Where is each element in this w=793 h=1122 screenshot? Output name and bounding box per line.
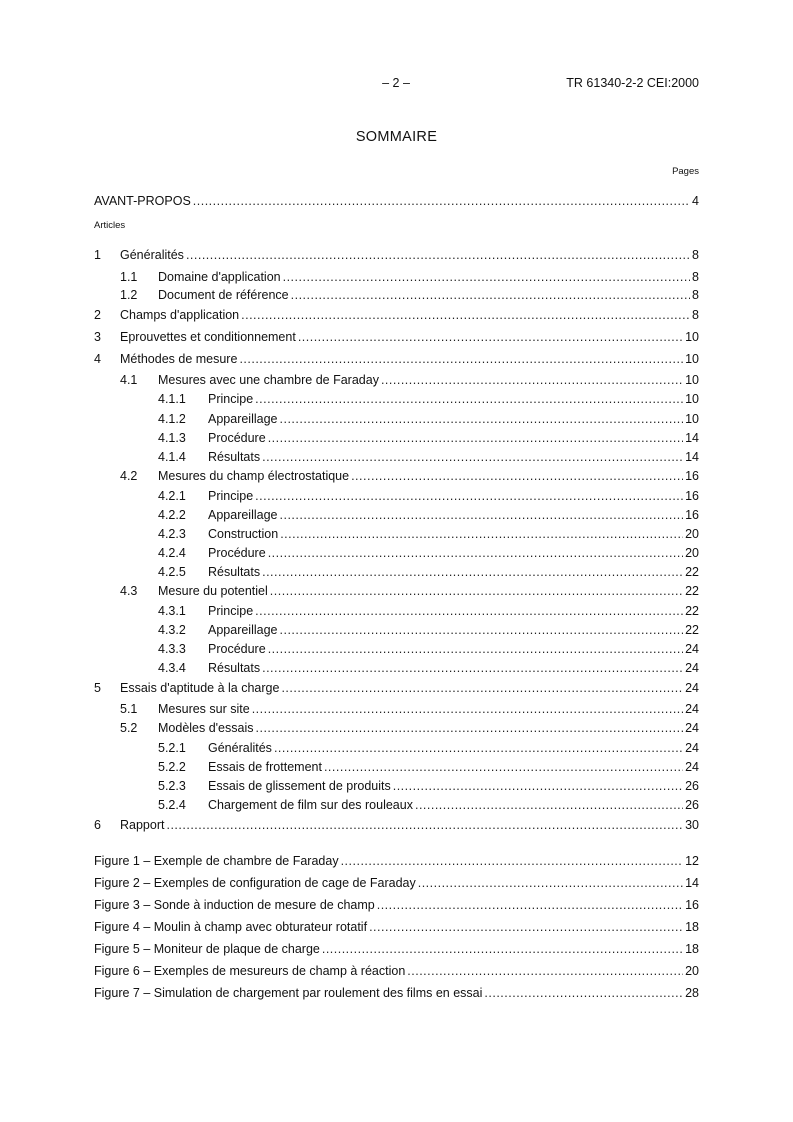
toc-entry-page: 24 [685, 721, 699, 735]
toc-entry-page: 16 [685, 469, 699, 483]
toc-entry[interactable] [94, 797, 699, 813]
dot-leader [270, 583, 683, 599]
toc-entry-title: Document de référence [158, 288, 289, 302]
toc-entry-page: 8 [692, 248, 699, 262]
toc-entry-page: 24 [685, 741, 699, 755]
toc-entry-number: 4.1.4 [158, 450, 186, 464]
articles-label: Articles [94, 220, 126, 231]
toc-entry-title: Figure 1 – Exemple de chambre de Faraday [94, 854, 339, 868]
toc-entry-page: 10 [685, 392, 699, 406]
toc-entry-number: 5.2.3 [158, 779, 186, 793]
toc-entry-title: Procédure [208, 431, 266, 445]
toc-entry[interactable] [94, 875, 699, 891]
toc-entry-title: Figure 2 – Exemples de configuration de cage de Faraday [94, 876, 416, 890]
toc-entry-page: 20 [685, 527, 699, 541]
toc-entry[interactable] [94, 985, 699, 1001]
dot-leader [369, 919, 683, 935]
toc-entry-title: Résultats [208, 565, 261, 579]
toc-entry-number: 4.3.2 [158, 623, 186, 637]
toc-entry[interactable] [94, 351, 699, 367]
toc-entry[interactable] [94, 411, 699, 427]
toc-entry-number: 4.1.2 [158, 412, 186, 426]
dot-leader [186, 247, 690, 263]
toc-entry-number: 3 [94, 330, 101, 344]
dot-leader [281, 680, 683, 696]
toc-entry[interactable] [94, 468, 699, 484]
toc-entry-title: Figure 7 – Simulation de chargement par roulement des films en essai [94, 986, 483, 1000]
toc-entry[interactable] [94, 193, 699, 209]
toc-entry-page: 30 [685, 818, 699, 832]
toc-entry-number: 4.3.1 [158, 604, 186, 618]
toc-entry-number: 5 [94, 681, 101, 695]
toc-entry-title: Champs d'application [120, 308, 240, 322]
toc-entry[interactable] [94, 449, 699, 465]
toc-entry[interactable] [94, 941, 699, 957]
dot-leader [393, 778, 683, 794]
toc-entry-title: Construction [208, 527, 279, 541]
toc-entry[interactable] [94, 919, 699, 935]
toc-entry-page: 24 [685, 642, 699, 656]
toc-entry-page: 22 [685, 584, 699, 598]
dot-leader [262, 564, 683, 580]
toc-entry[interactable] [94, 391, 699, 407]
toc-entry[interactable] [94, 307, 699, 323]
toc-entry-title: Appareillage [208, 508, 278, 522]
dot-leader [252, 701, 683, 717]
toc-entry[interactable] [94, 622, 699, 638]
toc-entry-title: Résultats [208, 661, 261, 675]
dot-leader [274, 740, 683, 756]
toc-entry-title: Essais d'aptitude à la charge [120, 681, 280, 695]
toc-entry-page: 22 [685, 623, 699, 637]
toc-entry-title: Domaine d'application [158, 270, 281, 284]
toc-entry-number: 1.1 [120, 270, 138, 284]
dot-leader [166, 817, 683, 833]
toc-entry[interactable] [94, 759, 699, 775]
toc-entry-title: Généralités [208, 741, 272, 755]
toc-entry-title: Généralités [120, 248, 184, 262]
dot-leader [377, 897, 683, 913]
toc-entry-page: 18 [685, 920, 699, 934]
toc-entry[interactable] [94, 817, 699, 833]
toc-entry[interactable] [94, 701, 699, 717]
dot-leader [268, 545, 683, 561]
toc-entry-title: Principe [208, 489, 254, 503]
toc-entry-number: 5.1 [120, 702, 138, 716]
dot-leader [283, 269, 690, 285]
toc-entry-page: 14 [685, 450, 699, 464]
toc-entry-title: Figure 4 – Moulin à champ avec obturateur rotatif [94, 920, 368, 934]
toc-entry[interactable] [94, 897, 699, 913]
toc-entry-page: 18 [685, 942, 699, 956]
dot-leader [418, 875, 683, 891]
toc-entry-number: 1 [94, 248, 101, 262]
dot-leader [280, 622, 684, 638]
dot-leader [241, 307, 690, 323]
toc-entry-page: 10 [685, 412, 699, 426]
toc-entry-page: 26 [685, 779, 699, 793]
toc-entry[interactable] [94, 329, 699, 345]
toc-entry[interactable] [94, 488, 699, 504]
toc-entry[interactable] [94, 680, 699, 696]
toc-entry[interactable] [94, 583, 699, 599]
toc-entry-number: 4.2.1 [158, 489, 186, 503]
toc-entry-number: 2 [94, 308, 101, 322]
toc-entry-title: Figure 6 – Exemples de mesureurs de champ à réaction [94, 964, 406, 978]
toc-entry[interactable] [94, 963, 699, 979]
dot-leader [341, 853, 684, 869]
dot-leader [324, 759, 683, 775]
toc-entry-number: 5.2.2 [158, 760, 186, 774]
dot-leader [280, 526, 683, 542]
toc-entry[interactable] [94, 507, 699, 523]
toc-entry-page: 8 [692, 308, 699, 322]
toc-entry-number: 5.2 [120, 721, 138, 735]
toc-entry-title: Mesures avec une chambre de Faraday [158, 373, 379, 387]
page-title: SOMMAIRE [355, 129, 438, 145]
toc-entry-page: 26 [685, 798, 699, 812]
toc-entry[interactable] [94, 603, 699, 619]
dot-leader [280, 507, 684, 523]
toc-entry-page: 24 [685, 661, 699, 675]
toc-entry-page: 10 [685, 352, 699, 366]
dot-leader [262, 660, 683, 676]
dot-leader [407, 963, 683, 979]
toc-entry-number: 4.1.3 [158, 431, 186, 445]
toc-entry-number: 4.2.3 [158, 527, 186, 541]
toc-entry-number: 4.3.3 [158, 642, 186, 656]
toc-entry-page: 24 [685, 681, 699, 695]
toc-entry-title: Eprouvettes et conditionnement [120, 330, 296, 344]
toc-entry-page: 20 [685, 546, 699, 560]
dot-leader [415, 797, 683, 813]
toc-entry[interactable] [94, 778, 699, 794]
toc-entry[interactable] [94, 545, 699, 561]
toc-entry-title: Résultats [208, 450, 261, 464]
toc-entry-page: 8 [692, 270, 699, 284]
toc-entry-title: Essais de glissement de produits [208, 779, 391, 793]
toc-entry-page: 28 [685, 986, 699, 1000]
dot-leader [268, 430, 683, 446]
dot-leader [322, 941, 683, 957]
dot-leader [239, 351, 683, 367]
dot-leader [280, 411, 684, 427]
toc-entry-number: 5.2.1 [158, 741, 186, 755]
toc-entry-page: 10 [685, 373, 699, 387]
toc-entry-title: Figure 5 – Moniteur de plaque de charge [94, 942, 320, 956]
toc-entry-title: Procédure [208, 642, 266, 656]
toc-entry-page: 12 [685, 854, 699, 868]
toc-entry-number: 4.3 [120, 584, 138, 598]
dot-leader [351, 468, 683, 484]
toc-entry-number: 4 [94, 352, 101, 366]
document-reference: TR 61340-2-2 CEI:2000 [566, 76, 699, 90]
toc-entry-page: 16 [685, 489, 699, 503]
toc-entry-title: Appareillage [208, 412, 278, 426]
toc-entry-page: 16 [685, 508, 699, 522]
toc-entry-title: Figure 3 – Sonde à induction de mesure de champ [94, 898, 375, 912]
toc-entry-number: 4.1 [120, 373, 138, 387]
pages-column-label: Pages [672, 166, 699, 177]
toc-entry-page: 14 [685, 876, 699, 890]
toc-entry[interactable] [94, 430, 699, 446]
toc-entry-number: 4.3.4 [158, 661, 186, 675]
dot-leader [381, 372, 683, 388]
toc-entry-number: 5.2.4 [158, 798, 186, 812]
toc-entry-number: 1.2 [120, 288, 138, 302]
toc-entry-title: Modèles d'essais [158, 721, 254, 735]
dot-leader [255, 391, 683, 407]
toc-entry[interactable] [94, 526, 699, 542]
toc-entry[interactable] [94, 853, 699, 869]
toc-entry-title: Principe [208, 392, 254, 406]
toc-entry-title: Rapport [120, 818, 165, 832]
toc-entry-title: Méthodes de mesure [120, 352, 238, 366]
dot-leader [268, 641, 683, 657]
dot-leader [291, 287, 690, 303]
toc-entry-title: Essais de frottement [208, 760, 322, 774]
toc-entry[interactable] [94, 660, 699, 676]
toc-entry-number: 4.2.2 [158, 508, 186, 522]
toc-entry-number: 4.1.1 [158, 392, 186, 406]
toc-entry[interactable] [94, 247, 699, 263]
toc-entry-title: Mesure du potentiel [158, 584, 268, 598]
toc-entry[interactable] [94, 564, 699, 580]
toc-entry-page: 20 [685, 964, 699, 978]
dot-leader [298, 329, 683, 345]
page-number: – 2 – [382, 76, 410, 90]
toc-entry-title: Procédure [208, 546, 266, 560]
toc-entry-page: 16 [685, 898, 699, 912]
dot-leader [193, 193, 690, 209]
toc-entry[interactable] [94, 372, 699, 388]
toc-entry-page: 14 [685, 431, 699, 445]
toc-entry-title: AVANT-PROPOS [94, 194, 191, 208]
dot-leader [256, 720, 684, 736]
dot-leader [255, 603, 683, 619]
toc-entry-title: Mesures sur site [158, 702, 250, 716]
toc-entry-title: Appareillage [208, 623, 278, 637]
toc-entry-number: 4.2.4 [158, 546, 186, 560]
dot-leader [484, 985, 683, 1001]
toc-entry-number: 4.2.5 [158, 565, 186, 579]
toc-entry-page: 22 [685, 565, 699, 579]
toc-entry-page: 22 [685, 604, 699, 618]
toc-entry-page: 10 [685, 330, 699, 344]
toc-entry-page: 4 [692, 194, 699, 208]
toc-entry[interactable] [94, 720, 699, 736]
dot-leader [262, 449, 683, 465]
toc-entry[interactable] [94, 287, 699, 303]
toc-entry-number: 6 [94, 818, 101, 832]
toc-entry[interactable] [94, 740, 699, 756]
dot-leader [255, 488, 683, 504]
toc-entry-page: 8 [692, 288, 699, 302]
toc-entry-page: 24 [685, 702, 699, 716]
toc-entry[interactable] [94, 269, 699, 285]
toc-entry[interactable] [94, 641, 699, 657]
toc-entry-title: Chargement de film sur des rouleaux [208, 798, 413, 812]
toc-entry-title: Mesures du champ électrostatique [158, 469, 350, 483]
toc-entry-title: Principe [208, 604, 254, 618]
toc-entry-page: 24 [685, 760, 699, 774]
toc-entry-number: 4.2 [120, 469, 138, 483]
